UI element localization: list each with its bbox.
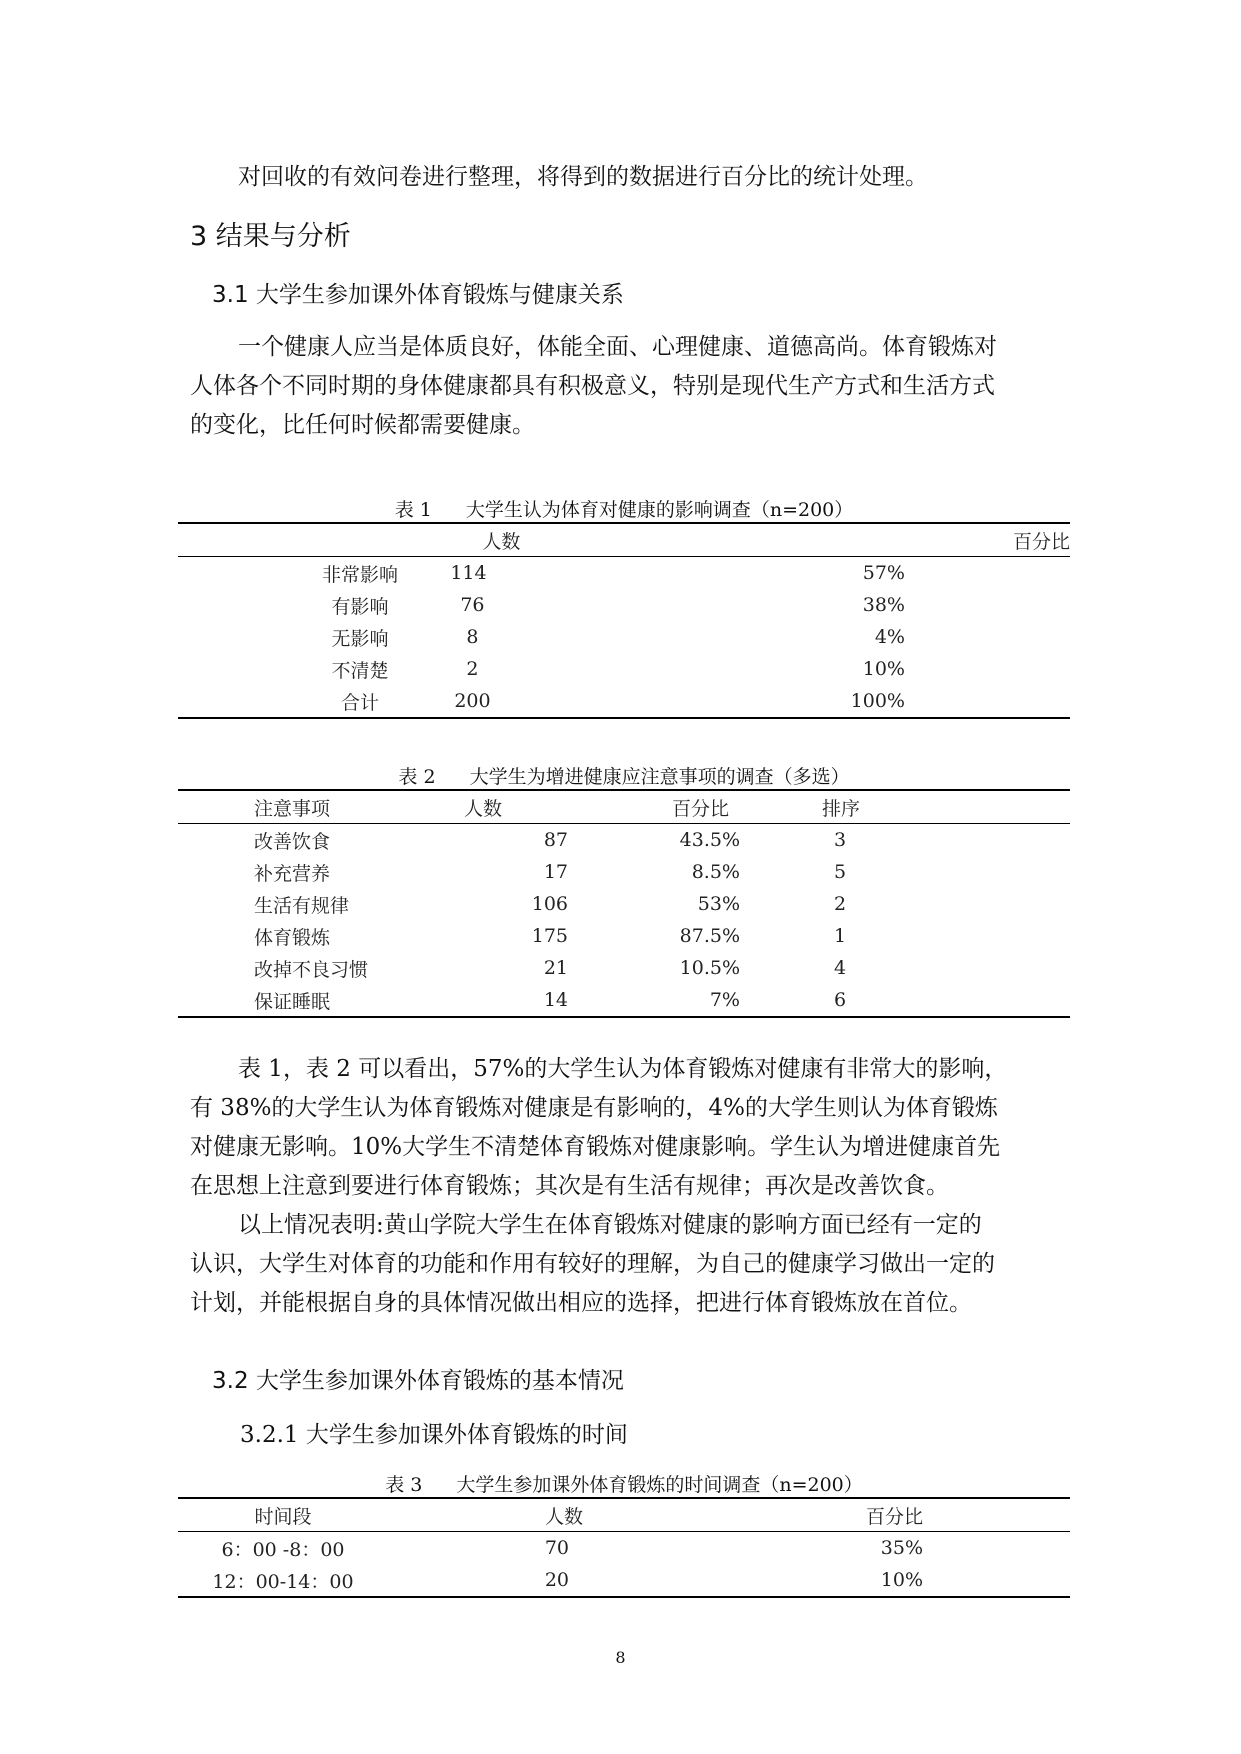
table-cell: 10.5%: [679, 957, 740, 979]
table-header-cell: 人数: [482, 530, 521, 553]
table-cell: 4: [834, 957, 847, 979]
table-row: [178, 621, 1070, 653]
paragraph-line: 表 1，表 2 可以看出，57%的大学生认为体育锻炼对健康有非常大的影响，: [238, 1056, 1008, 1082]
table-header-row: [178, 790, 1070, 824]
paragraph-line: 计划，并能根据自身的具体情况做出相应的选择，把进行体育锻炼放在首位。: [190, 1290, 972, 1316]
table-1-caption: [178, 495, 1070, 522]
table-cell: 4%: [874, 626, 905, 648]
table-cell: 合计: [341, 691, 380, 714]
table-cell: 12：00-14：00: [212, 1570, 354, 1593]
table-row: [178, 589, 1070, 621]
paragraph-line: 一个健康人应当是体质良好，体能全面、心理健康、道德高尚。体育锻炼对: [238, 334, 997, 360]
table-cell: 6：00 -8：00: [221, 1538, 345, 1561]
paragraph-line: 人体各个不同时期的身体健康都具有积极意义，特别是现代生产方式和生活方式: [190, 373, 995, 399]
table-cell: 106: [531, 893, 568, 915]
section-3-heading: 3 结果与分析: [190, 221, 351, 252]
table-cell: 7%: [709, 989, 740, 1011]
table-cell: 57%: [862, 562, 905, 584]
table-cell: 43.5%: [679, 829, 740, 851]
table-1-caption-number: 表 1: [394, 499, 432, 521]
page-number: 8: [615, 1648, 626, 1667]
table-cell: 14: [543, 989, 568, 1011]
table-header-cell: [178, 523, 290, 557]
table-header-cell: 时间段: [254, 1505, 312, 1528]
table-cell: 生活有规律: [254, 894, 350, 917]
table-cell: 53%: [697, 893, 740, 915]
table-cell: 10%: [880, 1569, 923, 1591]
table-cell: 76: [460, 594, 485, 616]
paragraph-line: 认识，大学生对体育的功能和作用有较好的理解，为自己的健康学习做出一定的: [190, 1251, 995, 1277]
table-3-caption-text: 大学生参加课外体育锻炼的时间调查（n=200）: [456, 1474, 863, 1496]
paragraph-line: 在思想上注意到要进行体育锻炼；其次是有生活有规律；再次是改善饮食。: [190, 1173, 949, 1199]
table-1: [178, 522, 1070, 719]
table-row: [178, 557, 1070, 590]
table-2-caption-number: 表 2: [398, 766, 436, 788]
table-header-cell: 百分比: [865, 1505, 923, 1528]
table-row: [178, 824, 1070, 857]
table-cell: 3: [834, 829, 847, 851]
table-cell: 不清楚: [331, 659, 389, 682]
table-cell: 补充营养: [254, 862, 331, 885]
table-cell: 改掉不良习惯: [254, 958, 369, 981]
table-cell: 2: [834, 893, 847, 915]
table-row: [178, 984, 1070, 1017]
table-cell: 1: [834, 925, 847, 947]
paragraph-line: 以上情况表明:黄山学院大学生在体育锻炼对健康的影响方面已经有一定的: [238, 1212, 982, 1238]
table-cell: 114: [450, 562, 487, 584]
table-2-caption-text: 大学生为增进健康应注意事项的调查（多选）: [469, 766, 850, 788]
intro-paragraph: [190, 158, 1062, 197]
table-cell: 17: [543, 861, 568, 883]
section-3-2-1-heading: 3.2.1 大学生参加课外体育锻炼的时间: [240, 1422, 628, 1448]
table-cell: 无影响: [331, 627, 389, 650]
section-3-2-heading: 3.2 大学生参加课外体育锻炼的基本情况: [212, 1368, 624, 1394]
table-cell: 87: [543, 829, 568, 851]
table-row: [178, 653, 1070, 685]
table-3-caption-number: 表 3: [385, 1474, 423, 1496]
table-header-cell: 注意事项: [254, 797, 331, 820]
table-header-cell: 排序: [822, 797, 861, 820]
table-cell: 87.5%: [679, 925, 740, 947]
table-cell: 35%: [880, 1537, 923, 1559]
table-cell: 70: [544, 1537, 569, 1559]
table-header-cell: 百分比: [1012, 530, 1070, 553]
table-row: [178, 1564, 1070, 1597]
table-row: [178, 1532, 1070, 1565]
table-1-caption-text: 大学生认为体育对健康的影响调查（n=200）: [465, 499, 854, 521]
table-cell: 20: [544, 1569, 569, 1591]
paragraph-2: [190, 1050, 1062, 1206]
section-3-1-heading: 3.1 大学生参加课外体育锻炼与健康关系: [212, 282, 624, 308]
table-header-cell: 人数: [464, 797, 503, 820]
table-header-row: [178, 523, 1070, 557]
table-row: [178, 888, 1070, 920]
table-2: [178, 789, 1070, 1018]
paragraph-1: [190, 328, 1062, 445]
table-cell: 10%: [862, 658, 905, 680]
table-cell: 改善饮食: [254, 830, 331, 853]
table-row: [178, 685, 1070, 718]
table-cell: 8.5%: [691, 861, 740, 883]
table-cell: 2: [466, 658, 479, 680]
intro-line: 对回收的有效问卷进行整理，将得到的数据进行百分比的统计处理。: [238, 164, 928, 190]
table-cell: 6: [834, 989, 847, 1011]
paragraph-line: 的变化，比任何时候都需要健康。: [190, 412, 535, 438]
table-header-cell: 人数: [544, 1505, 583, 1528]
table-cell: 175: [531, 925, 568, 947]
table-cell: 21: [543, 957, 568, 979]
table-cell: 非常影响: [322, 563, 399, 586]
table-header-row: [178, 1498, 1070, 1532]
table-cell: 38%: [862, 594, 905, 616]
table-row: [178, 856, 1070, 888]
table-cell: 5: [834, 861, 847, 883]
paragraph-line: 对健康无影响。10%大学生不清楚体育锻炼对健康影响。学生认为增进健康首先: [190, 1134, 1001, 1160]
table-row: [178, 920, 1070, 952]
table-cell: 有影响: [331, 595, 389, 618]
table-cell: 200: [454, 690, 491, 712]
table-3: [178, 1497, 1070, 1598]
table-cell: 8: [466, 626, 479, 648]
paragraph-3: [190, 1206, 1062, 1323]
table-3-caption: [178, 1470, 1070, 1497]
table-cell: 体育锻炼: [254, 926, 331, 949]
table-row: [178, 952, 1070, 984]
table-cell: 保证睡眠: [254, 990, 331, 1013]
paragraph-line: 有 38%的大学生认为体育锻炼对健康是有影响的，4%的大学生则认为体育锻炼: [190, 1095, 998, 1121]
table-header-cell: 百分比: [672, 797, 730, 820]
table-cell: 100%: [850, 690, 905, 712]
table-2-caption: [178, 762, 1070, 789]
